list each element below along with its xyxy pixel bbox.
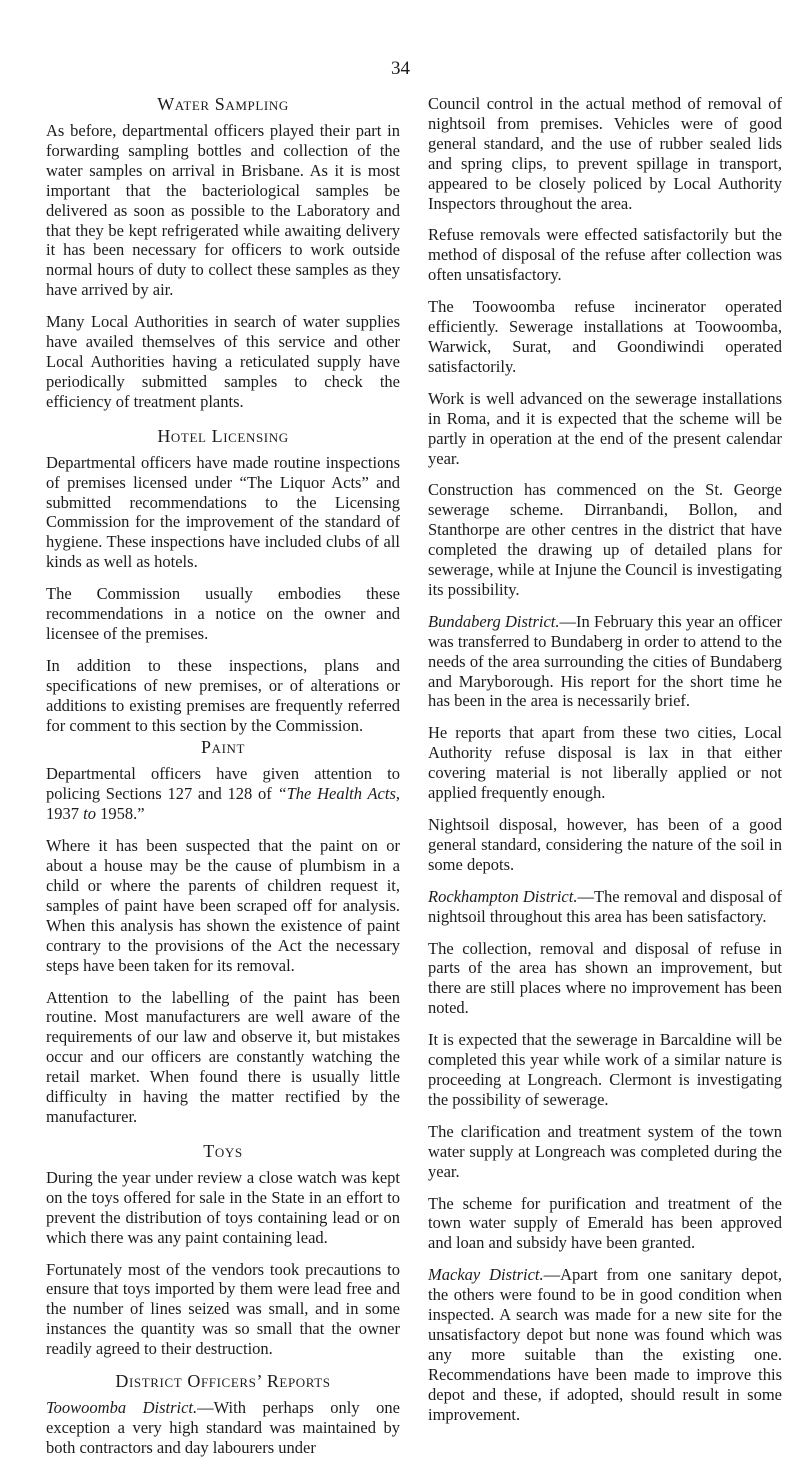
- left-column: [46, 94, 400, 1470]
- act-title: “The Health Acts,: [277, 784, 400, 804]
- text: —In February this year an officer was transferred to Bundaberg in order to attend to the needs of the area surrounding the cities of Bundaberg and Maryborough. His report for the short time he has been in the area is necessarily brief.: [428, 611, 782, 711]
- district-name: Mackay District.: [428, 1265, 544, 1285]
- paragraph: The clarification and treatment system of the town water supply at Longreach was completed during the year.: [428, 1121, 782, 1181]
- paragraph: The Toowoomba refuse incinerator operated efficiently. Sewerage installations at Toowoomba, Warwick, Surat, and Goondiwindi operated satisfactorily.: [428, 297, 782, 376]
- paragraph: Work is well advanced on the sewerage installations in Roma, and it is expected that the scheme will be partly in operation at the end of the present calendar year.: [428, 388, 782, 468]
- text: 1958.”: [95, 804, 145, 824]
- paragraph: [46, 764, 400, 824]
- district-name: Rockhampton District.: [428, 886, 578, 906]
- text: Departmental officers have given attention to policing Sections 127 and 128 of: [46, 764, 400, 804]
- heading-district-reports: District Officers’ Reports: [115, 1371, 331, 1392]
- paragraph: It is expected that the sewerage in Barcaldine will be completed this year while work of a similar nature is proceeding at Longreach. Clermont is investigating the possibility of sewerage.: [428, 1030, 782, 1109]
- heading-paint: Paint: [200, 737, 246, 758]
- heading-hotel-licensing: Hotel Licensing: [157, 425, 289, 446]
- heading-water-sampling: Water Sampling: [157, 94, 289, 114]
- paragraph: As before, departmental officers played their part in forwarding sampling bottles and collection of the water samples on arrival in Brisbane. As it is most important that the bacteriological samples be delivered as soon as possible to the Laboratory and that they be kept refrigerated while awaiting delivery it has been necessary for officers to work outside normal hours of duty to collect these samples as they have arrived by air.: [46, 121, 400, 300]
- text: 1937: [46, 804, 84, 824]
- paragraph: Many Local Authorities in search of water supplies have availed themselves of this service and other Local Authorities having a reticulated supply have periodically submitted samples to check the efficiency of treatment plants.: [46, 312, 400, 411]
- paragraph: He reports that apart from these two cities, Local Authority refuse disposal is lax in that either covering material is not liberally applied or not applied frequently enough.: [428, 723, 782, 803]
- paragraph: Where it has been suspected that the paint on or about a house may be the cause of plumbism in a child or where the parents of children request it, samples of paint have been scraped off for analysis. When this analysis has shown the existence of paint contrary to the provisions of the Act the necessary steps have been taken for its removal.: [46, 836, 400, 975]
- paragraph: The Commission usually embodies these recommendations in a notice on the owner and licensee of the premises.: [46, 584, 400, 643]
- paragraph: Refuse removals were effected satisfactorily but the method of disposal of the refuse after collection was often unsatisfactory.: [428, 225, 782, 285]
- paragraph: [428, 887, 782, 927]
- text: —With perhaps only one exception a very high standard was maintained by both contractors and day labourers under: [46, 1398, 400, 1457]
- paragraph: In addition to these inspections, plans and specifications of new premises, or of alterations or additions to existing premises are frequently referred for comment to this section by the Commission.: [46, 655, 400, 735]
- paragraph: Fortunately most of the vendors took precautions to ensure that toys imported by them were lead free and the number of lines seized was small, and in some instances the quantity was so small that the owner readily agreed to their destruction.: [46, 1259, 400, 1359]
- text: —The removal and disposal of nightsoil throughout this area has been satisfactory.: [428, 886, 782, 926]
- heading-toys: Toys: [203, 1140, 243, 1161]
- paragraph: Construction has commenced on the St. George sewerage scheme. Dirranbandi, Bollon, and Stanthorpe are other centres in the district that have completed the drawing up of detailed plans for sewerage, while at Injune the Council is investigating its possibility.: [428, 480, 782, 599]
- paragraph: Departmental officers have made routine inspections of premises licensed under “The Liquor Acts” and submitted recommendations to the Licensing Commission for the improvement of the standard of hygiene. These inspections have included clubs of all kinds as well as hotels.: [46, 452, 400, 572]
- paragraph: [428, 1265, 782, 1424]
- paragraph: Council control in the actual method of removal of nightsoil from premises. Vehicles were of good general standard, and the use of rubber sealed lids and spring clips, to prevent spillage in transport, appeared to be closely policed by Local Authority Inspectors throughout the area.: [428, 94, 782, 213]
- paragraph: Attention to the labelling of the paint has been routine. Most manufacturers are well aware of the requirements of our law and observe it, but mistakes occur and our officers are constantly watching the retail market. When found there is usually little difficulty in having the matter rectified by the manufacturer.: [46, 987, 400, 1126]
- page-number: 34: [391, 58, 410, 79]
- paragraph: The scheme for purification and treatment of the town water supply of Emerald has been approved and loan and subsidy have been granted.: [428, 1193, 782, 1253]
- district-name: Toowoomba District.: [46, 1398, 198, 1418]
- paragraph: During the year under review a close watch was kept on the toys offered for sale in the State in an effort to prevent the distribution of toys containing lead or on which there was any paint containing lead.: [46, 1167, 400, 1247]
- text: —Apart from one sanitary depot, the others were found to be in good condition when inspected. A search was made for a new site for the unsatisfactory depot but none was found which was any more suitable than the existing one. Recommendations have been made to improve this depot and these, if adopted, should result in some improvement.: [428, 1265, 782, 1424]
- paragraph: [46, 1398, 400, 1458]
- right-column: [428, 94, 782, 1436]
- paragraph: The collection, removal and disposal of refuse in parts of the area has shown an improvement, but there are still places where no improvement has been noted.: [428, 938, 782, 1018]
- text: to: [83, 804, 96, 824]
- paragraph: Nightsoil disposal, however, has been of a good general standard, considering the nature of the soil in some depots.: [428, 815, 782, 874]
- paragraph: [428, 612, 782, 712]
- district-name: Bundaberg District.: [428, 611, 560, 631]
